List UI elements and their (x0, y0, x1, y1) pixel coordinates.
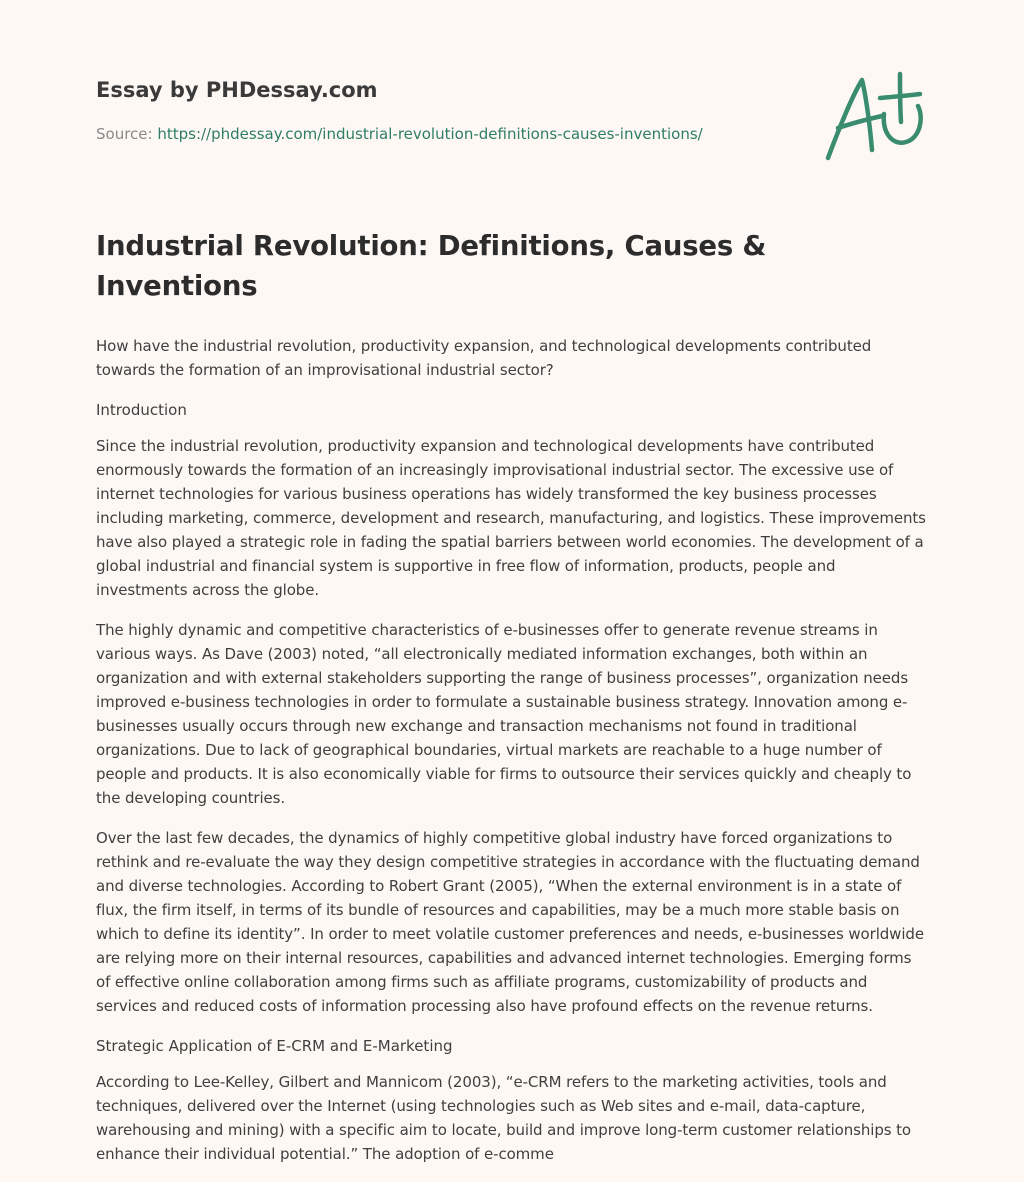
source-line (96, 124, 796, 144)
paragraph-2: The highly dynamic and competitive characteristics of e-businesses offer to generate revenue streams in various ways. As Dave (2003) noted, “all electronically mediated information exchanges, both within an organization and with external stakeholders supporting the range of business processes”, organization needs improved e-business technologies in order to formulate a sustainable business strategy. Innovation among e-businesses usually occurs through new exchange and transaction mechanisms not found in traditional organizations. Due to lack of geographical boundaries, virtual markets are reachable to a huge number of people and products. It is also economically viable for firms to outsource their services quickly and cheaply to the developing countries. (96, 621, 912, 807)
paragraph-1: Since the industrial revolution, productivity expansion and technological developments have contributed enormously towards the formation of an increasingly improvisational industrial sector. The excessive use of internet technologies for various business operations has widely transformed the key business processes including marketing, commerce, development and research, manufacturing, and logistics. These improvements have also played a strategic role in fading the spatial barriers between world economies. The development of a global industrial and financial system is supportive in free flow of information, products, people and investments across the globe. (96, 437, 926, 599)
source-label: Source: (96, 125, 158, 143)
a-plus-logo-icon (820, 66, 930, 166)
essay-question: How have the industrial revolution, productivity expansion, and technological developments contributed towards the formation of an improvisational industrial sector? (96, 337, 872, 379)
essay-header (96, 76, 796, 144)
a-plus-logo (820, 66, 930, 166)
site-title: Essay by PHDessay.com (96, 78, 378, 102)
section-heading: Strategic Application of E-CRM and E-Marketing (96, 1037, 453, 1055)
paragraph-3: Over the last few decades, the dynamics of highly competitive global industry have forced organizations to rethink and re-evaluate the way they design competitive strategies in accordance with the fluctuating demand and diverse technologies. According to Robert Grant (2005), “When the external environment is in a state of flux, the firm itself, in terms of its bundle of resources and capabilities, may be a much more stable basis on which to define its identity”. In order to meet volatile customer preferences and needs, e-businesses worldwide are relying more on their internal resources, capabilities and advanced internet technologies. Emerging forms of effective online collaboration among firms such as affiliate programs, customizability of products and services and reduced costs of information processing also have profound effects on the revenue returns. (96, 829, 924, 1015)
essay-title: Industrial Revolution: Definitions, Causes & Inventions (96, 230, 767, 302)
source-link[interactable]: https://phdessay.com/industrial-revolution-definitions-causes-inventions/ (157, 125, 703, 143)
essay-article (96, 226, 930, 1182)
paragraph-4: According to Lee-Kelley, Gilbert and Mannicom (2003), “e-CRM refers to the marketing activities, tools and techniques, delivered over the Internet (using technologies such as Web sites and e-mail, data-capture, warehousing and mining) with a specific aim to locate, build and improve long-term customer relationships to enhance their individual potential.” The adoption of e-comme (96, 1073, 911, 1163)
introduction-heading: Introduction (96, 401, 187, 419)
